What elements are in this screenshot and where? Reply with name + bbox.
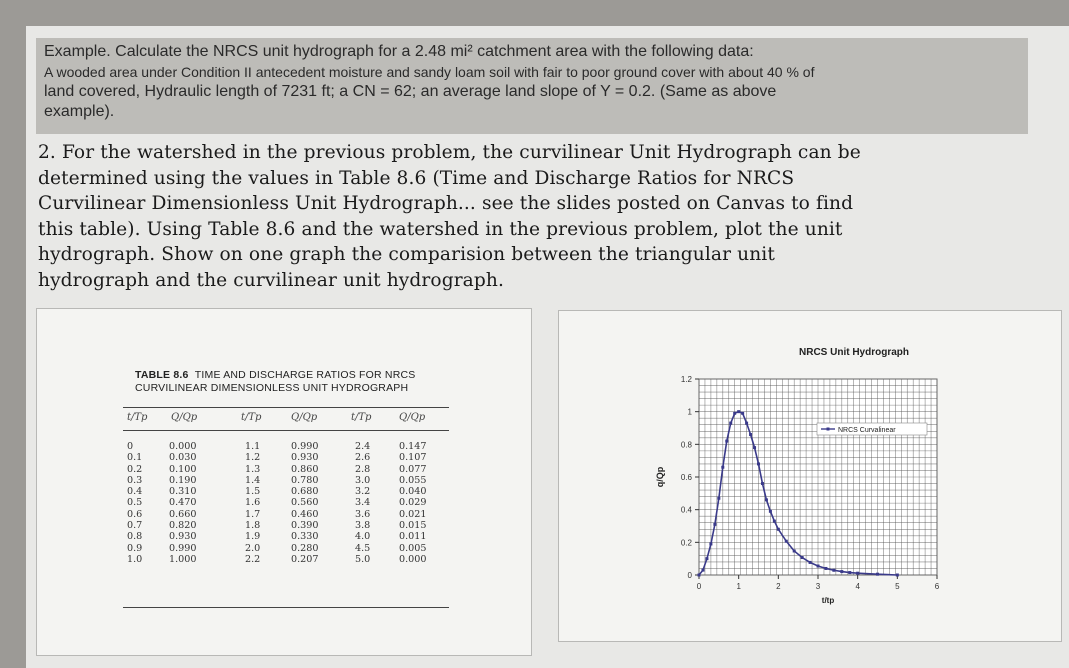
x-axis-label: t/tp [821,596,835,605]
table-cell: 1.4 [245,474,261,486]
table-cell: 0.000 [399,553,427,565]
series-point [848,571,851,574]
table-cell: 0 [127,441,134,452]
table-cell: 3.8 [355,520,371,532]
table-cell: 0.280 [291,542,319,554]
series-point [757,462,760,465]
table-title [135,369,416,395]
table-cell: 0.930 [169,531,197,543]
table-cell: 0.990 [291,441,319,452]
header-cell: Q/Qp [399,412,426,423]
header-cell: Q/Qp [291,412,318,423]
series-point [856,572,859,575]
series-point [725,440,728,443]
table-cell: 2.4 [355,441,371,452]
table-cell: 1.7 [245,508,261,520]
x-tick-label: 6 [934,582,940,591]
table-column [245,441,260,565]
table-cell: 0.680 [291,486,319,498]
chart-title: NRCS Unit Hydrograph [799,347,909,358]
series-point [773,520,776,523]
series-point [840,570,843,573]
table-cell: 0.330 [291,531,319,543]
table-cell: 0.011 [399,531,427,543]
table-column [355,441,370,565]
series-point [737,410,740,413]
series-point [753,446,756,449]
table-cell: 1.000 [169,553,197,565]
table-column [291,441,318,565]
series-point [729,422,732,425]
table-cell: 0.820 [169,520,197,532]
table-cell: 2.0 [245,542,261,554]
table-cell: 0.390 [291,520,319,532]
table-cell: 0.6 [127,508,143,520]
table-cell: 1.1 [245,441,261,452]
table-cell: 0.2 [127,463,143,475]
y-tick-label: 0.2 [680,538,692,548]
table-cell: 0.4 [127,486,143,498]
table-cell: 0.000 [169,441,197,452]
table-cell: 0.930 [291,452,319,464]
table-column [127,441,142,565]
table-cell: 0.207 [291,553,319,565]
series-point [817,565,820,568]
series-point [765,498,768,501]
header-cell: t/Tp [127,412,148,423]
table-cell: 2.2 [245,553,261,565]
table-cell: 0.560 [291,497,319,509]
table-cell: 2.8 [355,463,371,475]
table-cell: 3.6 [355,508,371,520]
legend-marker [827,428,830,431]
table-cell: 1.6 [245,497,261,509]
table-title-line-2: CURVILINEAR DIMENSIONLESS UNIT HYDROGRAPH [135,382,409,394]
table-cell: 0.077 [399,463,427,475]
table-cell: 1.3 [245,463,261,475]
series-point [801,556,804,559]
series-point [713,523,716,526]
table-cell: 0.5 [127,497,143,509]
header-cell: t/Tp [241,412,262,423]
table-cell: 1.9 [245,531,261,543]
y-tick-label: 1 [687,407,692,417]
example-line-1: Example. Calculate the NRCS unit hydrograph for a 2.48 mi² catchment area with the following data: [44,43,754,60]
y-axis-label: q/Qp [655,466,665,488]
table-cell: 0.100 [169,463,197,475]
table-cell: 0.3 [127,474,143,486]
problem-line: hydrograph and the curvilinear unit hydrograph. [38,269,504,291]
series-point [769,510,772,513]
table-bottom-rule [123,607,449,608]
chart-panel [558,310,1062,642]
table-cell: 0.990 [169,542,197,554]
legend-label: NRCS Curvalinear [838,427,896,434]
x-tick-label: 0 [696,582,702,591]
series-point [785,540,788,543]
series-point [705,557,708,560]
series-point [896,574,899,577]
table-cell: 4.0 [355,531,371,543]
series-point [824,567,827,570]
table-cell: 2.6 [355,452,371,464]
x-tick-label: 2 [776,582,781,591]
table-cell: 0.470 [169,497,197,509]
series-point [698,574,701,577]
table-cell: 0.021 [399,508,427,520]
table-cell: 0.015 [399,520,427,532]
y-tick-label: 0.8 [680,440,692,450]
table-cell: 0.9 [127,542,143,554]
table-cell: 0.147 [399,441,427,452]
table-cell: 0.780 [291,474,319,486]
table-cell: 0.7 [127,520,143,532]
y-tick-label: 0.4 [680,505,692,515]
table-cell: 0.030 [169,452,197,464]
series-point [832,569,835,572]
table-number: TABLE 8.6 [135,369,189,381]
table-cell: 0.029 [399,497,427,509]
example-line-2: A wooded area under Condition II antecedent moisture and sandy loam soil with fair to poor ground cover with about 40 % of [44,64,815,80]
x-tick-label: 4 [855,582,860,591]
table-cell: 0.040 [399,486,427,498]
table-column [169,441,196,565]
table-cell: 1.2 [245,452,261,464]
table-cell: 0.107 [399,452,427,464]
y-tick-label: 0.6 [680,473,692,482]
series-point [741,412,744,415]
table-cell: 3.4 [355,497,371,509]
header-cell: Q/Qp [171,412,198,423]
table-panel [36,308,532,656]
series-point [809,561,812,564]
example-line-3: land covered, Hydraulic length of 7231 ft; a CN = 62; an average land slope of Y = 0.2. (Same as above [44,83,777,100]
x-tick-label: 5 [895,582,900,591]
table-cell: 0.310 [169,486,197,498]
table-cell: 3.0 [355,474,371,486]
series-point [777,528,780,531]
problem-line: hydrograph. Show on one graph the comparision between the triangular unit [38,244,775,266]
series-point [709,542,712,545]
table-cell: 0.005 [399,542,427,554]
table-cell: 0.660 [169,508,197,520]
table-cell: 0.055 [399,474,427,486]
y-tick-label: 0 [687,571,692,580]
header-cell: t/Tp [351,412,372,423]
table-cell: 5.0 [355,553,371,565]
table-cell: 3.2 [355,486,371,498]
table-cell: 1.8 [245,520,261,532]
series-point [701,569,704,572]
problem-line: 2. For the watershed in the previous problem, the curvilinear Unit Hydrograph can be [38,142,861,163]
table-cell: 1.0 [127,553,143,565]
problem-line: determined using the values in Table 8.6 (Time and Discharge Ratios for NRCS [38,167,795,189]
series-point [745,422,748,425]
table-cell: 0.190 [169,474,197,486]
table-title-text: TIME AND DISCHARGE RATIOS FOR NRCS [194,369,416,381]
series-point [793,549,796,552]
y-tick-label: 1.2 [680,375,692,384]
x-tick-label: 3 [815,582,821,591]
hydrograph-chart [559,311,1061,641]
series-point [749,433,752,436]
series-point [761,482,764,485]
table-cell: 4.5 [355,542,371,554]
example-box [36,38,1028,134]
series-point [717,497,720,500]
table-header [123,407,449,431]
problem-statement [38,140,1028,294]
example-line-4: example). [44,103,115,120]
series-point [876,573,879,576]
table-cell: 0.460 [291,508,319,520]
table-cell: 0.860 [291,463,319,475]
series-point [721,466,724,469]
table-cell: 1.5 [245,486,261,498]
problem-line: this table). Using Table 8.6 and the watershed in the previous problem, plot the unit [38,218,843,240]
table-cell: 0.8 [127,531,143,543]
series-point [733,412,736,415]
problem-line: Curvilinear Dimensionless Unit Hydrograph... see the slides posted on Canvas to find [38,193,854,215]
x-tick-label: 1 [736,582,741,591]
table-column [399,441,426,565]
table-cell: 0.1 [127,452,143,464]
